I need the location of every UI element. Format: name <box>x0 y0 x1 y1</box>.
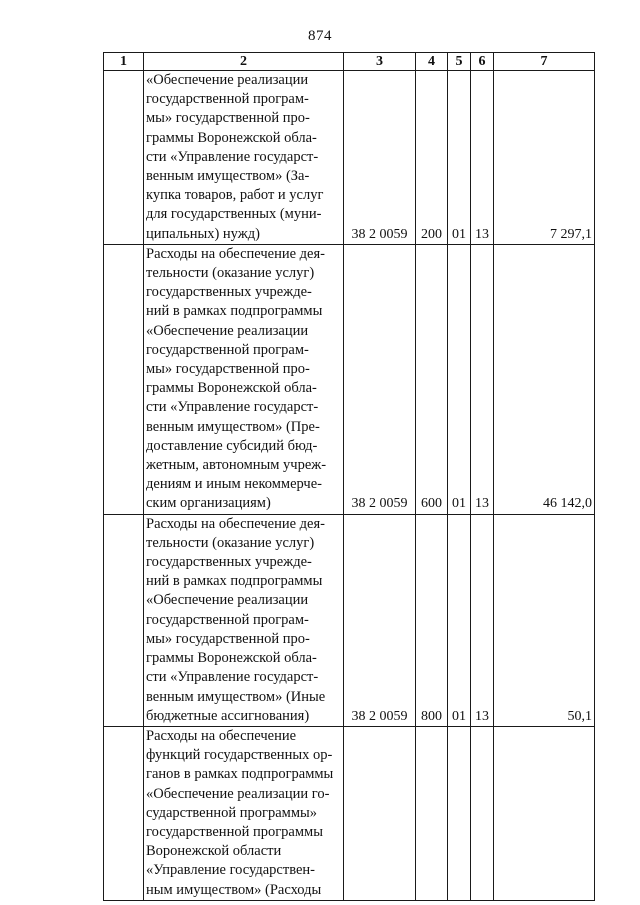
row-target-code-cell: 38 2 0059 <box>344 71 416 245</box>
row-amount-cell: 46 142,0 <box>494 244 595 514</box>
row-section-cell <box>448 726 471 900</box>
row-subsection-cell: 13 <box>471 514 494 726</box>
row-col1-cell <box>104 726 144 900</box>
row-description-cell: «Обеспечение реализации государственной програм- мы» государственной про- граммы Воронежской обла- сти «Управление государст- венным имуществом» (За- купка товаров, работ и услуг для государственных (муни- ципальных) нужд) <box>144 71 344 245</box>
row-section-cell: 01 <box>448 514 471 726</box>
column-header-5: 5 <box>448 53 471 71</box>
row-amount-cell <box>494 726 595 900</box>
table-row <box>104 726 595 900</box>
row-expense-type-cell: 800 <box>416 514 448 726</box>
row-expense-type-cell: 200 <box>416 71 448 245</box>
column-header-3: 3 <box>344 53 416 71</box>
row-section-cell: 01 <box>448 244 471 514</box>
row-amount-cell: 50,1 <box>494 514 595 726</box>
row-target-code-cell: 38 2 0059 <box>344 244 416 514</box>
column-header-6: 6 <box>471 53 494 71</box>
table-header-row <box>104 53 595 71</box>
row-expense-type-cell: 600 <box>416 244 448 514</box>
column-header-4: 4 <box>416 53 448 71</box>
table-row <box>104 244 595 514</box>
row-description-cell: Расходы на обеспечение функций государственных ор- ганов в рамках подпрограммы «Обеспечение реализации го- сударственной программы» государственной программы Воронежской области «Управление государствен- ным имуществом» (Расходы <box>144 726 344 900</box>
table-row <box>104 71 595 245</box>
column-header-1: 1 <box>104 53 144 71</box>
row-amount-cell: 7 297,1 <box>494 71 595 245</box>
row-expense-type-cell <box>416 726 448 900</box>
row-col1-cell <box>104 71 144 245</box>
budget-table <box>103 52 595 901</box>
row-description-cell: Расходы на обеспечение дея- тельности (оказание услуг) государственных учрежде- ний в рамках подпрограммы «Обеспечение реализации государственной програм- мы» государственной про- граммы Воронежской обла- сти «Управление государст- венным имуществом» (Иные бюджетные ассигнования) <box>144 514 344 726</box>
row-col1-cell <box>104 514 144 726</box>
row-subsection-cell: 13 <box>471 244 494 514</box>
row-target-code-cell <box>344 726 416 900</box>
row-target-code-cell: 38 2 0059 <box>344 514 416 726</box>
column-header-7: 7 <box>494 53 595 71</box>
page-number: 874 <box>308 28 332 44</box>
row-subsection-cell: 13 <box>471 71 494 245</box>
row-col1-cell <box>104 244 144 514</box>
table-row <box>104 514 595 726</box>
row-subsection-cell <box>471 726 494 900</box>
row-section-cell: 01 <box>448 71 471 245</box>
row-description-cell: Расходы на обеспечение дея- тельности (оказание услуг) государственных учрежде- ний в рамках подпрограммы «Обеспечение реализации государственной програм- мы» государственной про- граммы Воронежской обла- сти «Управление государст- венным имуществом» (Пре- доставление субсидий бюд- жетным, автономным учреж- дениям и иным некоммерче- ским организациям) <box>144 244 344 514</box>
column-header-2: 2 <box>144 53 344 71</box>
